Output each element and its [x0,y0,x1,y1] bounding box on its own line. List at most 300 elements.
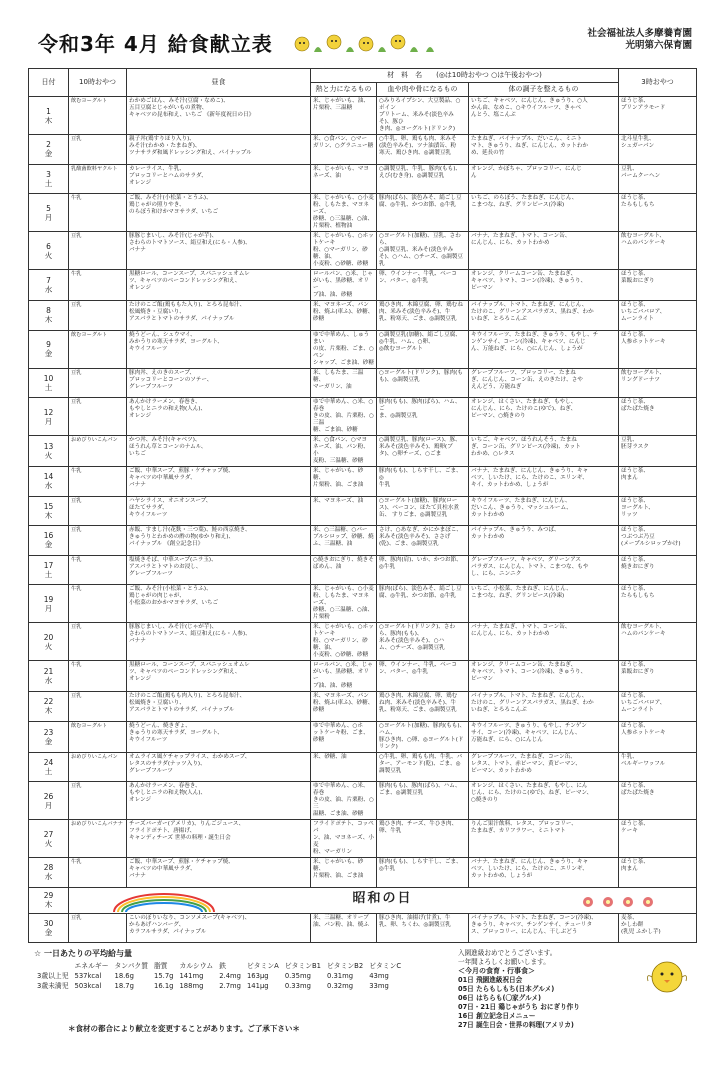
body-cell-text: パイナップル、トマト、たまねぎ、コーン(冷凍)、 きゅうり、キャベツ、チンゲンサイ、テューリタ ス、ブロッコリー、にんじん、干しぶどう [471,914,597,935]
energy-cell-text: ゆで中華めん、○米、○春巻 きの皮、油、片栗粉、○三温 糖、ごま油、砂糖 [313,399,374,433]
snack-pm-cell-text: ほうじ茶、 肉まん [621,859,649,872]
snack-pm-cell-text: 飲むヨーグルト、 リングドーナツ [621,369,666,383]
snack-pm-cell [619,398,697,436]
snack-am-cell-text: 豆乳 [71,497,82,504]
snack-am-cell [69,97,127,135]
snack-pm-cell-text: 飲むヨーグルト、 ハムのパンケーキ [621,233,666,246]
blood-cell [377,555,469,585]
body-cell-text: キウイフルーツ、たまねぎ、きゅうり、もやし、チ ンゲンサイ、コーン(冷凍)、キャベツ、にんじ ん、万能ねぎ、にら、○にんじん、しょうが [471,331,599,352]
snack-pm-cell-text: 麦茶、 かしわ餅 (乳児 ふかし芋) [621,914,661,935]
body-cell [469,270,619,301]
body-cell [469,368,619,398]
weekday: 火 [44,838,53,848]
date-cell [29,368,69,398]
date-cell [29,692,69,722]
nutrition-table [34,961,404,991]
energy-cell-text: 米、マヨネーズ、パン 粉、焼ふ(車ふ)、砂糖、 砂糖 [313,693,374,713]
snack-pm-cell [619,820,697,858]
snack-am-cell-text: 牛乳 [71,586,82,592]
energy-cell-text: ロールパン、○米、じゃ がいも、黒砂糖、オリー ブ油、油、砂糖 [313,662,373,689]
event-item: 07日・21日 鶏じゃがうち おにぎり作り [458,1003,580,1011]
date-cell [29,232,69,270]
day-row [29,782,697,820]
snack-am-cell [69,496,127,526]
body-cell-text: いちご、キャベツ、にんじん、きゅうり、○人 かん由、なめこ、○キウイフルーツ、きゃべ んとう、塩こんぶ [471,98,588,118]
col-snack-pm: 3時おやつ [619,69,697,97]
body-cell [469,752,619,782]
snack-am-cell [69,436,127,467]
lunch-cell-text: 豚豚じまいし、みそ汁(じゃが芋)、 さわらのトマトソース、絹豆和え(にら・人参)、 バナナ [129,233,251,253]
snack-am-cell [69,330,127,368]
lunch-cell-text: ハヤシライス、オニオンスープ、 ほたてサラダ、 キウイフルーツ [129,497,212,518]
snack-am-cell-text: おめびりいこんパン [71,437,118,443]
blood-cell [377,436,469,467]
lunch-cell [127,436,311,467]
snack-pm-cell [619,721,697,752]
energy-cell [311,496,377,526]
snack-pm-cell [619,467,697,497]
energy-cell [311,820,377,858]
lunch-cell [127,692,311,722]
body-cell-text: パイナップル、きゅうり、みつば、 カットわかめ [471,527,560,540]
energy-cell-text: 米、三温糖、オリーブ 油、パン粉、油、焼ふ [313,914,369,928]
ingredients-note: (◎は10時おやつ ○は午後おやつ) [436,71,542,79]
day-row [29,623,697,661]
body-cell [469,692,619,722]
body-cell-text: いちご、キャベツ、ほうれんそう、たまね ぎ、コーン缶、グリンピース(冷凍)、カット わかめ、○レタス [471,437,581,457]
energy-cell [311,661,377,692]
lunch-cell-text: 焼うどーん、シュウマイ、 みかうりの寒天サラダ、ヨーグルト、 キウイフルーツ [129,331,224,352]
snack-pm-cell-text: ほうじ茶、 ぱたぱた焼き [621,783,655,796]
energy-cell [311,135,377,165]
lunch-cell-text: 赤飯、すまし汁(花麩・三つ葉)、鮭の西京焼き、 きゅうりとわかめの酢の物(ゆかり和え)、 パイナップル 《創立記念日》 [129,527,251,547]
energy-cell [311,721,377,752]
event-item: 01日 飛園進級祝日会 [458,976,523,984]
energy-cell-text: 米、マヨネーズ、パン 粉、焼ふ(車ふ)、砂糖、 砂糖 [313,302,374,322]
date-cell [29,585,69,623]
body-cell-text: いちご、小松菜、たまねぎ、にんじん、 こまつな、ねぎ、グリンピース(冷凍) [471,586,572,599]
nutrition-cell: 18.6g [114,972,134,980]
nutrition-cell: 18.7g [114,982,134,990]
lunch-cell [127,913,311,943]
body-cell-text: バナナ、たまねぎ、にんじん、きゅうり、キャ ベツ、しいたけ、にら、たけのこ、エリンギ、 キイ、カットわかめ、しょうが [471,468,589,488]
lunch-cell [127,555,311,585]
blood-cell-text: ○ヨーグルト(ドリンク)、豚肉(も も)、◎調製豆乳 [379,369,463,383]
nutrition-row [34,971,404,981]
day-row [29,692,697,722]
weekday: 火 [44,451,53,460]
body-cell-text: グレープフルーツ、ブロッコリー、たまね ぎ、にんじん、コーン缶、えのきたけ、さや えんどう、万能ねぎ [471,369,583,390]
energy-cell-text: ロールパン、○米、じゃ がいも、黒砂糖、オリー ブ油、油、砂糖 [313,271,373,298]
nutrition-header: ビタミンC [369,962,402,970]
blood-cell [377,232,469,270]
menu-table [28,68,697,943]
snack-pm-cell [619,194,697,232]
nutrition-cell: 3歳以上児 [37,972,69,980]
snack-am-cell [69,820,127,858]
snack-am-cell-text: 豆乳 [71,302,82,308]
body-cell-text: オレンジ、はくさい、たまねぎ、もやし、にん じん、にら、たけのこ(ゆで)、ねぎ、ピーマン、 ○焼きのり [471,783,593,803]
blood-cell-text: 豚肉(もも)、豚肉(ばら)、ハム、 ごま、◎調製豆乳 [379,783,461,796]
blood-cell-text: 卵、ウインナー、牛乳、ベーコ ン、バター、◎牛乳 [379,662,457,675]
lunch-cell [127,858,311,888]
snack-am-cell-text: 飲むヨーグルト [71,331,108,338]
snack-pm-cell-text: 豆乳、 胚芽ラスク [621,437,649,450]
body-cell-text: バナナ、たまねぎ、にんじん、きゅうり、キャ ベツ、しいたけ、にら、たけのこ、エリンギ、 カットわかめ、しょうが [471,859,589,879]
lunch-cell [127,368,311,398]
blood-cell-text: 鶏ひき肉、木綿豆腐、卵、鶏むね 肉、米みそ(淡色辛みそ)、牛 乳、粉寒天、ごま、◎調製豆乳 [379,302,463,322]
snack-am-cell-text: 豆乳 [71,527,82,533]
energy-cell [311,270,377,301]
snack-am-cell [69,692,127,722]
snack-am-cell [69,623,127,661]
snack-pm-cell-text: ほうじ茶、 つぶつぶ乃豆 (メープルシロップかけ) [621,527,681,547]
body-cell [469,555,619,585]
snack-pm-cell [619,913,697,943]
date-cell [29,820,69,858]
energy-cell [311,526,377,556]
day-row [29,330,697,368]
day-row [29,232,697,270]
nutrition-header: カルシウム [179,962,214,970]
snack-am-cell-text: 豆乳 [71,693,82,699]
nutrition-cell: 2.7mg [219,982,241,990]
snack-pm-cell-text: ほうじ茶、 ケーキ [621,821,649,834]
lunch-cell-text: ご飯、中華スープ、煎豚・ケチャップ焼、 キャベツの中華風サラダ、 バナナ [129,468,234,488]
day-row [29,858,697,888]
day-row [29,368,697,398]
holiday-cell [69,887,697,913]
energy-cell [311,858,377,888]
day-number: 30 [43,918,54,928]
energy-cell [311,164,377,194]
blood-cell [377,782,469,820]
blood-cell [377,752,469,782]
lunch-cell [127,661,311,692]
blood-cell [377,858,469,888]
energy-cell [311,623,377,661]
blood-cell [377,661,469,692]
holiday-label: 昭和の日 [352,891,413,906]
energy-cell-text: ○焼きおにぎり、焼きそ ばめん、油 [313,556,374,570]
nutrition-cell: 0.35mg [284,972,311,980]
snack-am-cell [69,782,127,820]
blood-cell [377,585,469,623]
body-cell [469,194,619,232]
flowers-icon [580,894,660,910]
day-number: 21 [43,667,54,676]
snack-am-cell-text: 乳酸菌飲料ヤクルト [71,165,118,172]
date-cell [29,913,69,943]
nutrition-cell: 503kcal [74,982,102,990]
snack-am-cell [69,661,127,692]
body-cell [469,232,619,270]
nutrition-cell: 3歳未満児 [37,982,69,990]
blood-cell-text: 卵、豚肉(肩)、いか、かつお節、 ◎牛乳 [379,556,462,570]
date-cell [29,496,69,526]
lunch-cell-text: チーズバーガー(アメリカ)、りんごジュース、 フライドポテト、唐揚げ、 キャンディチーズ 世界の料理・誕生日会 [129,821,245,841]
col-lunch: 昼食 [127,69,311,97]
body-cell-text: オレンジ、クリームコーン缶、たまねぎ、 キャベツ、トマト、コーン(冷凍)、きゅうり、 ピーマン [471,271,587,291]
date-cell [29,135,69,165]
lunch-cell [127,820,311,858]
nutrition-title: ☆ 一日あたりの平均給与量 [34,949,132,958]
snack-pm-cell-text: 牛乳、 ベルギーワッフル [621,753,666,767]
blood-cell [377,194,469,232]
energy-cell [311,692,377,722]
blood-cell [377,164,469,194]
energy-cell [311,301,377,331]
energy-cell-text: 米、砂糖、油 [313,753,347,760]
nutrition-cell: 33mg [369,982,389,990]
snack-pm-cell [619,555,697,585]
day-number: 23 [43,727,54,737]
snack-pm-cell [619,692,697,722]
snack-pm-cell-text: 飲むヨーグルト、 ハムのパンケーキ [621,624,666,637]
body-cell [469,913,619,943]
blood-cell-text: 卵、ウインナー、牛乳、ベーコ ン、バター、◎牛乳 [379,271,457,284]
snack-pm-cell [619,858,697,888]
lunch-cell [127,496,311,526]
snack-pm-cell [619,752,697,782]
day-row [29,135,697,165]
nutrition-panel [34,949,402,991]
lunch-cell [127,232,311,270]
body-cell [469,164,619,194]
day-row [29,496,697,526]
energy-cell-text: 米、○食パン、○マー ガリン、○グラニュー糖 [313,136,374,149]
snack-pm-cell-text: ほうじ茶、 たらもしもち [621,586,655,599]
change-notice: ＊食材の都合により献立を変更することがあります。ご了承下さい＊ [68,1024,300,1033]
weekday: 水 [44,676,53,685]
blood-cell [377,270,469,301]
snack-am-cell [69,585,127,623]
snack-am-cell [69,752,127,782]
nutrition-cell: 141μg [246,982,269,990]
weekday: 水 [44,872,53,882]
body-cell-text: オレンジ、クリームコーン缶、たまねぎ、 キャベツ、トマト、コーン(冷凍)、きゅうり、 ピーマン [471,662,587,682]
blood-cell [377,721,469,752]
blood-cell-text: 豚肉(ばら)、淡色みそ、絹ごし豆 腐、◎牛乳、かつお節、◎牛乳 [379,195,462,208]
day-number: 1 [46,106,51,116]
day-number: 28 [43,863,54,873]
lunch-cell [127,467,311,497]
col-body: 体の調子を整えるもの [469,83,619,97]
snack-pm-cell [619,232,697,270]
nutrition-header: 鉄 [219,962,227,970]
snack-pm-cell-text: ほうじ茶、 プリンアラモード [621,98,666,111]
day-number: 29 [43,891,54,900]
date-cell [29,97,69,135]
lunch-cell-text: 豚豚じまいし、みそ汁(じゃが芋)、 さわらのトマトソース、絹豆和え(にら・人参)、 バナナ [129,624,251,644]
blood-cell-text: ○ヨーグルト(加糖)、豚肉(もも)、ハム、 豚ひき肉、○卵、◎ヨーグルト(ド リンク) [379,722,466,750]
day-number: 19 [43,594,54,604]
org-line-1: 社会福祉法人多摩養育園 [587,28,692,39]
body-cell [469,858,619,888]
body-cell [469,782,619,820]
blood-cell [377,623,469,661]
blood-cell [377,692,469,722]
day-row [29,270,697,301]
lunch-cell-text: 豚肉丼、えのきのスープ、 ブロッコリーとコーンのソテー、 グレープフルーツ [129,369,213,390]
date-cell [29,752,69,782]
energy-cell [311,782,377,820]
blood-cell [377,526,469,556]
snack-pm-cell [619,526,697,556]
day-number: 14 [43,472,54,482]
date-cell [29,436,69,467]
blood-cell [377,467,469,497]
nutrition-cell: 141mg [179,972,204,980]
nutrition-cell: 188mg [179,982,204,990]
energy-cell [311,913,377,943]
date-cell [29,330,69,368]
snack-pm-cell-text: ほうじ茶、 いちごババロア、 ムーンライト [621,693,666,713]
weekday: 木 [44,706,53,716]
day-row [29,436,697,467]
body-cell-text: バナナ、たまねぎ、トマト、コーン缶、 にんじん、にら、カットわかめ [471,233,571,246]
energy-cell-text: フライドポテト、コッペパ ン、油、マヨネーズ、小麦 粉、マーガリン [313,821,374,855]
energy-cell-text: 米、じゃがいも、○ホットケーキ 粉、○マーガリン、砂糖、油、 小麦粉、○砂糖、砂糖 [313,233,374,267]
energy-cell [311,194,377,232]
day-number: 12 [43,407,54,417]
energy-cell-text: ゆで中華めん、○米、春巻 きの皮、油、片栗粉、○三 温糖、ごま油、砂糖 [313,783,374,817]
snack-am-cell-text: おめびりいこんパン [71,753,118,760]
snack-am-cell-text: 牛乳 [71,468,82,474]
snack-pm-cell-text: 北斗星牛乳、 シュガーパン [621,136,655,149]
nutrition-header: 脂質 [154,962,168,970]
snack-am-cell-text: 牛乳 [71,859,82,865]
energy-cell [311,330,377,368]
snack-am-cell-text: 飲むヨーグルト [71,98,108,104]
nutrition-header: タンパク質 [114,962,149,970]
body-cell [469,330,619,368]
weekday: 土 [44,569,53,579]
col-energy: 熱と力になるもの [311,83,377,97]
energy-cell [311,368,377,398]
weekday: 金 [44,540,53,550]
snack-am-cell-text: 豆乳 [71,369,82,376]
snack-am-cell-text: 豆乳 [71,914,82,921]
energy-cell [311,752,377,782]
events-panel [458,949,696,1030]
snack-am-cell-text: 豆乳 [71,399,82,405]
lunch-cell-text: ご飯、中華スープ、煎豚・ケチャップ焼、 キャベツの中華風サラダ、 バナナ [129,859,234,879]
lunch-cell [127,135,311,165]
weekday: 木 [44,510,53,520]
day-row [29,661,697,692]
energy-cell-text: 米、じゃがいも、○小麦 粉、しもたま、マヨネーズ、 砂糖、○三温糖、○油、 片栗粉、植物油 [313,195,374,229]
nutrition-cell: 0.32mg [327,982,354,990]
body-cell-text: たまねぎ、パイナップル、だいこん、ミニト マト、きゅうり、ねぎ、にんじん、カットわか め、延長の竹 [471,136,589,156]
day-number: 20 [43,632,54,642]
page-header [28,26,696,68]
snack-pm-cell-text: ほうじ茶、 菜飯おにぎり [621,662,655,675]
events-greeting-2: 一年間よろしくお願いします。 [458,958,550,966]
day-number: 7 [46,276,51,285]
event-item: 06日 はちらも(〇家グルメ) [458,994,542,1002]
blood-cell-text: 豚肉(ばら)、淡色みそ、絹ごし豆 腐、◎牛乳、かつお節、◎牛乳 [379,586,462,599]
snack-am-cell-text: 牛乳 [71,271,82,277]
nutrition-cell: 0.33mg [284,982,311,990]
date-cell [29,398,69,436]
body-cell-text: グレープフルーツ、キャベツ、グリーンアス パラガス、にんじん、トマト、こまつな、もや し、にら、ニンニク [471,556,589,577]
snack-pm-cell [619,496,697,526]
blood-cell [377,496,469,526]
blood-cell-text: ○調製豆乳、豚肉(ロース)、豚、 米みそ(淡色辛みそ)、鶏卵(ブ タ)、○卵チーズ、○ごま [379,437,461,457]
event-item: 05日 たらもしもち(日本グルメ) [458,985,555,993]
snack-am-cell [69,301,127,331]
date-cell [29,270,69,301]
blood-cell-text: ○調製豆乳(加糖)、絹ごし豆腐、 ◎牛乳、ハム、○卵、 ◎飲むヨーグルト [379,331,461,352]
energy-cell-text: 米、じゃがいも、マヨ ネーズ、油 [313,165,369,179]
date-cell [29,301,69,331]
day-row [29,820,697,858]
blood-cell-text: ○みりろイプシン、大豆製品、○ポイン プリトーム、米みそ(淡色辛みそ)、豚ひ き肉、◎ヨーグルト(ドリンク) [379,98,461,132]
lunch-cell-text: たけのこご飯(鶏ももた入り)、とろろ昆布汁、 松風焼き・豆腐いり、 アスパラとトマトのサラダ、パイナップル [129,302,246,322]
energy-cell-text: 米、じゃがいも、○小麦 粉、しもたま、マヨネーズ、 砂糖、○三温糖、○油、 片栗粉 [313,586,374,620]
lunch-cell [127,164,311,194]
nutrition-header-row [34,961,404,971]
day-number: 3 [46,169,51,179]
day-number: 27 [43,829,54,839]
body-cell-text: グレープフルーツ、たまねぎ、コーン缶、 レタス、トマト、赤ピーマン、黄ピーマン、 ピーマン、カットわかめ [471,753,581,774]
blood-cell-text: 鶏ひき肉、チーズ、牛ひき肉、 卵、牛乳 [379,821,458,834]
snack-am-cell [69,368,127,398]
snack-pm-cell-text: ほうじ茶、 人参ホットケーキ [621,722,666,736]
day-number: 16 [43,531,54,541]
lunch-cell-text: 焼うどーん、焼きぎょ、 きゅうりの寒天サラダ、ヨーグルト、 キウイフルーツ [129,722,224,743]
date-cell [29,887,69,913]
energy-cell [311,585,377,623]
nutrition-cell: 16.1g [154,982,174,990]
day-row [29,752,697,782]
weekday: 月 [44,212,53,222]
day-number: 15 [43,501,54,511]
snack-am-cell [69,270,127,301]
body-cell [469,661,619,692]
body-cell-text: パイナップル、トマト、たまねぎ、にんじん、 たけのこ、グリーンアスパラガス、黒ねぎ、わか いねぎ、とろろこんぶ [471,693,594,713]
nutrition-header: ビタミンB1 [284,962,321,970]
snack-pm-cell [619,661,697,692]
menu-page [28,26,696,1033]
date-cell [29,721,69,752]
lunch-cell-text: 塩焼きそば、中華スープ(ニラ玉)、 アスパラとトマトのお浸し、 グレープフルーツ [129,556,217,577]
snack-am-cell-text: 豆乳 [71,136,82,142]
energy-cell-text: 米、マヨネーズ、油 [313,497,364,504]
lunch-cell [127,97,311,135]
energy-cell [311,97,377,135]
lunch-cell [127,782,311,820]
snack-pm-cell [619,585,697,623]
weekday: 木 [44,315,53,325]
blood-cell-text: ○牛乳、卵、鶏もも肉、牛乳、バ ター、アーモンド(乾)、ごま、◎ 調製豆乳 [379,753,463,774]
lunch-cell-text: 親子丼(鶏すりほり入り)、 みそ汁(わかめ・たまねぎ)、 ツナサラダ和風ドレッシング和え、パイナップル [129,136,252,156]
lunch-cell-text: わかめごはん、みそ汁(豆腐・なめこ)、 五目豆腐とじゃがいもの煮物、 キャベツの昆布和え、いちご 《新年度祝日の日》 [129,98,255,118]
snack-am-cell [69,721,127,752]
day-number: 26 [43,791,54,801]
blood-cell-text: 豚ひき肉、油揚げ(甘煮)、牛 乳、卵、ちくわ、◎調製豆乳 [379,914,451,928]
chick-mascot-icon [642,953,692,997]
event-item: 27日 誕生日会・世界の料理(アメリカ) [458,1021,574,1029]
snack-pm-cell [619,330,697,368]
day-row [29,398,697,436]
col-blood: 血や肉や骨になるもの [377,83,469,97]
snack-am-cell [69,135,127,165]
rainbow-icon [109,892,219,912]
energy-cell-text: ゆで中華めん、しゅうまい の皮、片栗粉、ごま、○ペン シャップ、ごま油、砂糖 [313,331,374,366]
weekday: 水 [44,481,53,491]
